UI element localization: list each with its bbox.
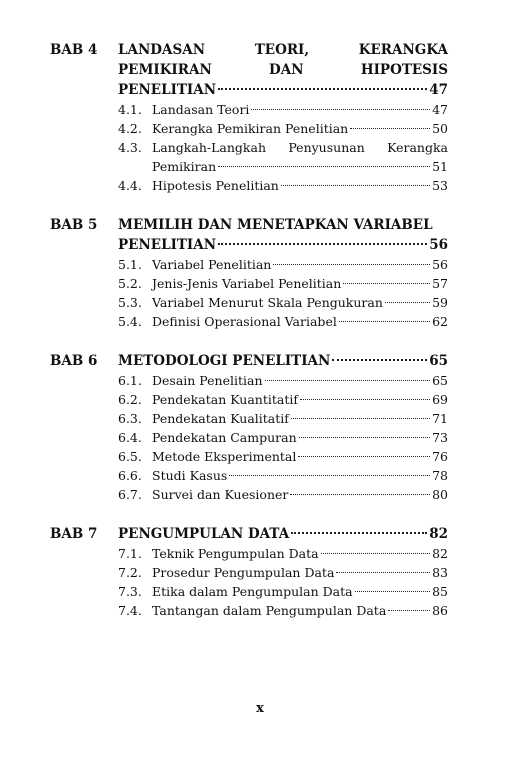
table-of-contents <box>50 40 448 640</box>
chapter-bab-6 <box>50 351 448 504</box>
section-title: Landasan Teori <box>152 102 250 117</box>
section-page-number: 71 <box>432 411 448 426</box>
chapter-title: LANDASAN TEORI, KERANGKA PEMIKIRAN DAN HIPOTESIS <box>118 42 448 78</box>
section-page-number: 86 <box>432 603 448 618</box>
section-title: Desain Penelitian <box>152 373 263 388</box>
section-number: 6.1. <box>118 373 142 388</box>
dot-leader <box>291 532 427 534</box>
toc-entry-6-2[interactable] <box>118 390 448 409</box>
section-title: Jenis-Jenis Variabel Penelitian <box>152 276 342 291</box>
dot-leader <box>343 283 430 284</box>
chapter-title-last-line: PENGUMPULAN DATA <box>118 526 290 542</box>
dot-leader <box>281 185 430 186</box>
dot-leader <box>218 166 430 167</box>
dot-leader <box>299 437 430 438</box>
section-page-number: 69 <box>432 392 448 407</box>
toc-entry-6-4[interactable] <box>118 428 448 447</box>
chapter-title-entry[interactable] <box>118 351 448 371</box>
toc-entry-5-2[interactable] <box>118 274 448 293</box>
section-title: Pendekatan Kuantitatif <box>152 392 298 407</box>
toc-entry-6-6[interactable] <box>118 466 448 485</box>
chapter-title: MEMILIH DAN MENETAPKAN VARIABEL <box>118 217 433 233</box>
chapter-page-number: 47 <box>429 82 448 98</box>
chapter-label: BAB 6 <box>50 353 98 369</box>
section-title: Etika dalam Pengumpulan Data <box>152 584 353 599</box>
chapter-title-last-line: PENELITIAN <box>118 237 217 253</box>
section-title: Pendekatan Campuran <box>152 430 297 445</box>
section-title: Kerangka Pemikiran Penelitian <box>152 121 349 136</box>
chapter-title-entry[interactable] <box>118 80 448 100</box>
dot-leader <box>251 109 430 110</box>
chapter-page-number: 82 <box>429 526 448 542</box>
section-number: 6.5. <box>118 449 142 464</box>
section-title-continued: Pemikiran <box>152 159 217 174</box>
dot-leader <box>339 321 430 322</box>
section-page-number: 83 <box>432 565 448 580</box>
section-title: Tantangan dalam Pengumpulan Data <box>152 603 387 618</box>
section-title: Variabel Menurut Skala Pengukuran <box>152 295 383 310</box>
section-page-number: 78 <box>432 468 448 483</box>
section-number: 6.7. <box>118 487 142 502</box>
toc-entry-6-5[interactable] <box>118 447 448 466</box>
dot-leader <box>321 553 430 554</box>
dot-leader <box>385 302 430 303</box>
dot-leader <box>290 494 430 495</box>
dot-leader <box>265 380 431 381</box>
section-page-number: 76 <box>432 449 448 464</box>
section-number: 5.4. <box>118 314 142 329</box>
dot-leader <box>218 88 427 90</box>
dot-leader <box>218 243 427 245</box>
section-page-number: 53 <box>432 178 448 193</box>
section-page-number: 65 <box>432 373 448 388</box>
toc-entry-4-3[interactable] <box>118 138 448 176</box>
section-title: Pendekatan Kualitatif <box>152 411 289 426</box>
toc-entry-7-2[interactable] <box>118 563 448 582</box>
toc-entry-5-1[interactable] <box>118 255 448 274</box>
section-title: Variabel Penelitian <box>152 257 272 272</box>
section-title: Definisi Operasional Variabel <box>152 314 337 329</box>
chapter-bab-5 <box>50 215 448 331</box>
section-number: 5.3. <box>118 295 142 310</box>
section-number: 6.4. <box>118 430 142 445</box>
section-number: 7.2. <box>118 565 142 580</box>
chapter-bab-7 <box>50 524 448 620</box>
chapter-page-number: 65 <box>429 353 448 369</box>
section-number: 4.1. <box>118 102 142 117</box>
chapter-title-entry[interactable] <box>118 235 448 255</box>
chapter-title-last-line: METODOLOGI PENELITIAN <box>118 353 331 369</box>
toc-entry-6-3[interactable] <box>118 409 448 428</box>
chapter-label: BAB 5 <box>50 217 98 233</box>
dot-leader <box>355 591 431 592</box>
section-page-number: 47 <box>432 102 448 117</box>
dot-leader <box>273 264 430 265</box>
section-page-number: 82 <box>432 546 448 561</box>
dot-leader <box>336 572 430 573</box>
chapter-label: BAB 7 <box>50 526 98 542</box>
section-number: 5.2. <box>118 276 142 291</box>
section-page-number: 73 <box>432 430 448 445</box>
toc-entry-5-3[interactable] <box>118 293 448 312</box>
toc-entry-4-2[interactable] <box>118 119 448 138</box>
section-title: Teknik Pengumpulan Data <box>152 546 319 561</box>
section-page-number: 62 <box>432 314 448 329</box>
section-title: Studi Kasus <box>152 468 228 483</box>
toc-entry-7-3[interactable] <box>118 582 448 601</box>
dot-leader <box>300 399 430 400</box>
section-title: Hipotesis Penelitian <box>152 178 279 193</box>
section-title: Langkah-Langkah Penyusunan Kerangka <box>152 140 448 155</box>
dot-leader <box>291 418 430 419</box>
chapter-title-entry[interactable] <box>118 524 448 544</box>
section-number: 6.6. <box>118 468 142 483</box>
dot-leader <box>229 475 430 476</box>
section-number: 7.3. <box>118 584 142 599</box>
section-page-number: 57 <box>432 276 448 291</box>
toc-entry-7-4[interactable] <box>118 601 448 620</box>
section-page-number: 50 <box>432 121 448 136</box>
section-number: 5.1. <box>118 257 142 272</box>
dot-leader <box>388 610 430 611</box>
section-number: 7.1. <box>118 546 142 561</box>
section-number: 4.4. <box>118 178 142 193</box>
chapter-page-number: 56 <box>429 237 448 253</box>
section-title: Metode Eksperimental <box>152 449 297 464</box>
section-number: 4.2. <box>118 121 142 136</box>
chapter-label: BAB 4 <box>50 42 98 58</box>
section-title: Survei dan Kuesioner <box>152 487 289 502</box>
dot-leader <box>332 359 427 361</box>
section-number: 4.3. <box>118 140 142 155</box>
toc-entry-4-1[interactable] <box>118 100 448 119</box>
section-page-number: 51 <box>432 159 448 174</box>
toc-entry-6-1[interactable] <box>118 371 448 390</box>
chapter-title-last-line: PENELITIAN <box>118 82 217 98</box>
dot-leader <box>298 456 430 457</box>
dot-leader <box>350 128 430 129</box>
section-page-number: 56 <box>432 257 448 272</box>
section-number: 6.3. <box>118 411 142 426</box>
section-number: 7.4. <box>118 603 142 618</box>
toc-entry-5-4[interactable] <box>118 312 448 331</box>
section-page-number: 80 <box>432 487 448 502</box>
toc-entry-7-1[interactable] <box>118 544 448 563</box>
section-number: 6.2. <box>118 392 142 407</box>
section-page-number: 59 <box>432 295 448 310</box>
section-page-number: 85 <box>432 584 448 599</box>
section-title: Prosedur Pengumpulan Data <box>152 565 335 580</box>
chapter-bab-4 <box>50 40 448 195</box>
toc-entry-4-4[interactable] <box>118 176 448 195</box>
toc-entry-6-7[interactable] <box>118 485 448 504</box>
page-number-footer: x <box>256 701 264 716</box>
